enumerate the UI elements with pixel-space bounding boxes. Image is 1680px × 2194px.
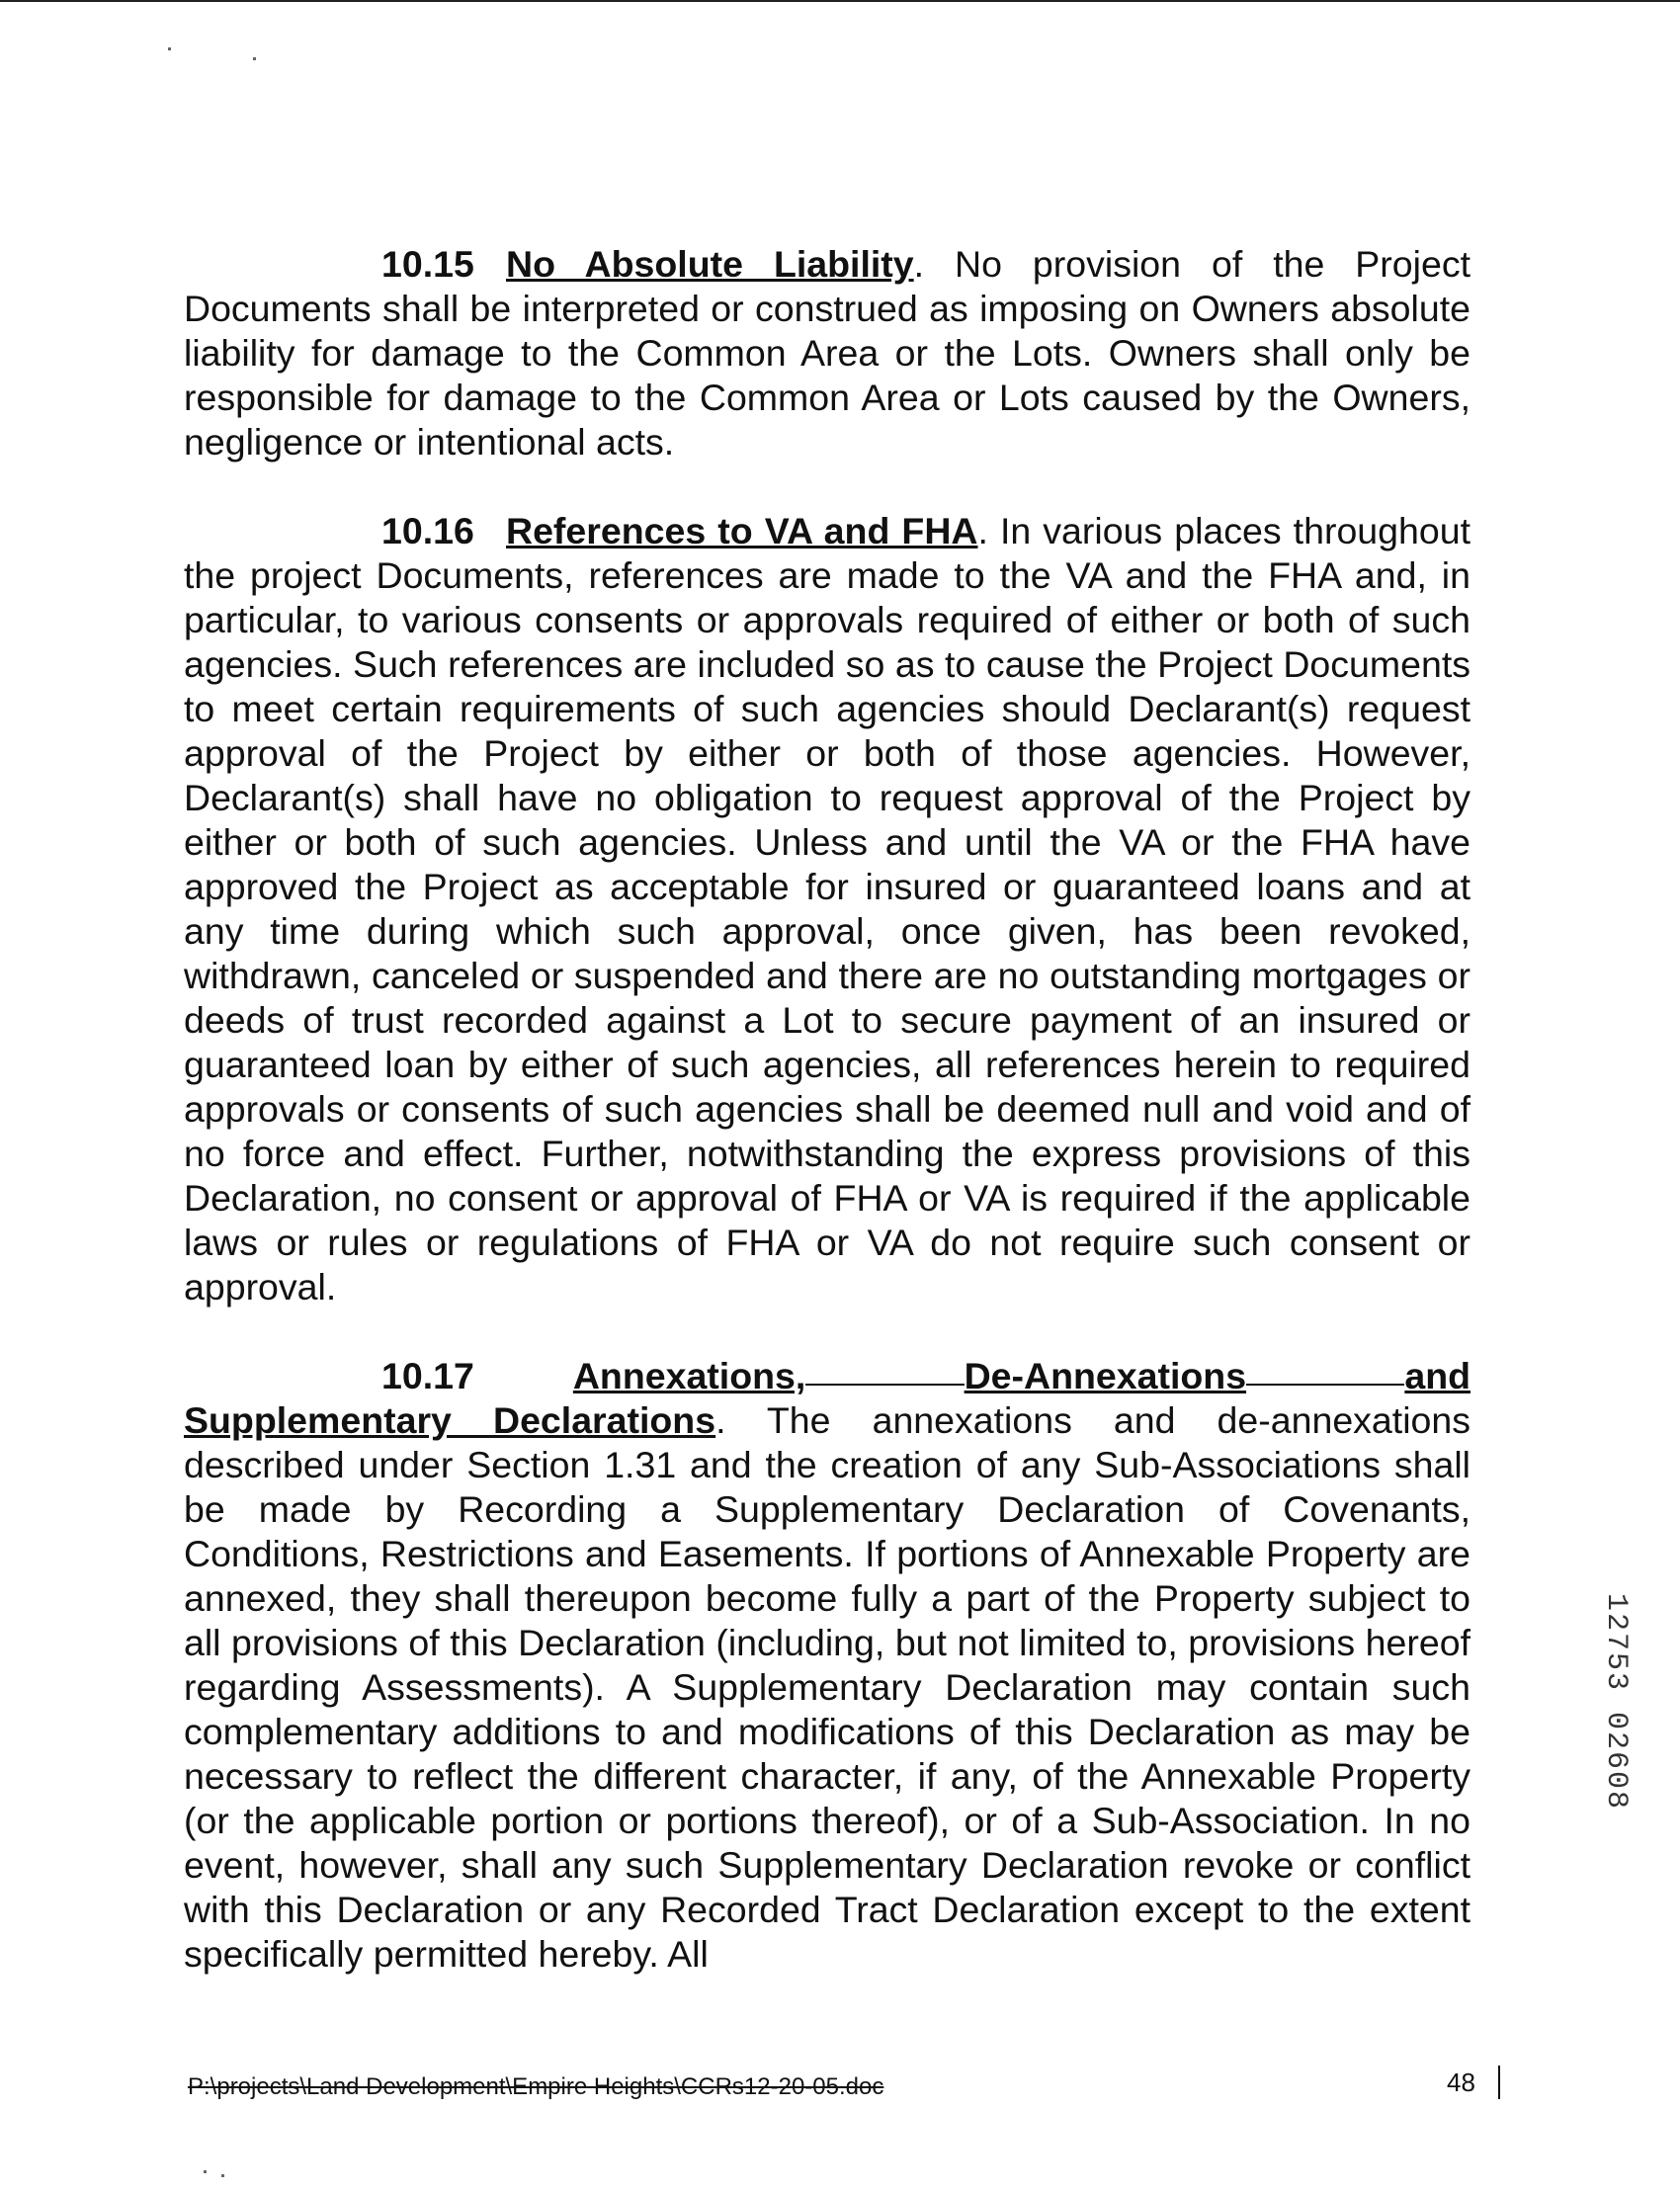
page-number-bar <box>1498 2066 1500 2099</box>
scan-speck <box>204 2170 207 2173</box>
scan-speck <box>221 2174 224 2177</box>
section-title-part: and <box>1404 1355 1471 1396</box>
section-10-16 <box>184 509 1470 1309</box>
section-title-part: De-Annexations <box>964 1355 1247 1396</box>
section-10-17 <box>184 1354 1470 1977</box>
page-number: 48 <box>1447 2067 1475 2097</box>
title-underline-filler <box>805 1354 964 1386</box>
recording-stamp: 12753 02608 <box>1599 1593 1633 1812</box>
section-title-part: Annexations, <box>572 1355 806 1396</box>
section-10-15 <box>184 242 1470 464</box>
scan-top-edge <box>0 0 1680 2</box>
section-title: No Absolute Liability <box>506 243 914 285</box>
section-body: . The annexations and de-annexations described under Section 1.31 and the creation of any Sub-Associations shall be made by Recording a Supplementary Declaration of Covenants, Conditions, Restrictions and Easements. If portions of Annexable Property are annexed, they shall thereupon become fully a part of the Property subject to all provisions of this Declaration (including, but not limited to, provisions hereof regarding Assessments). A Supplementary Declaration may contain such complementary additions to and modifications of this Declaration as may be necessary to reflect the different character, if any, of the Annexable Property (or the applicable portion or portions thereof), or of a Sub-Association. In no event, however, shall any such Supplementary Declaration revoke or conflict with this Declaration or any Recorded Tract Declaration except to the extent specifically permitted hereby. All <box>184 1399 1470 1975</box>
scan-speck <box>168 47 171 50</box>
footer-file-path: P:\projects\Land Development\Empire Heights\CCRs12-20-05.doc <box>188 2073 884 2100</box>
title-underline-filler <box>1246 1354 1404 1386</box>
section-body: . No provision of the Project Documents shall be interpreted or construed as imposing on Owners absolute liability for damage to the Common Area or the Lots. Owners shall only be responsible for damage to the Common Area or Lots caused by the Owners, negligence or intentional acts. <box>184 243 1471 463</box>
scan-speck <box>253 57 256 60</box>
section-heading-line <box>184 1354 1470 1398</box>
section-number: 10.17 <box>381 1355 474 1396</box>
section-body: . In various places throughout the project Documents, references are made to the VA and the FHA and, in particular, to various consents or approvals required of either or both of such agencies. Such references are included so as to cause the Project Documents to meet certain requirements of such agencies should Declarant(s) request approval of the Project by either or both of those agencies. However, Declarant(s) shall have no obligation to request approval of the Project by either or both of such agencies. Unless and until the VA or the FHA have approved the Project as acceptable for insured or guaranteed loans and at any time during which such approval, once given, has been revoked, withdrawn, canceled or suspended and there are no outstanding mortgages or deeds of trust recorded against a Lot to secure payment of an insured or guaranteed loan by either of such agencies, all references herein to required approvals or consents of such agencies shall be deemed null and void and of no force and effect. Further, notwithstanding the express provisions of this Declaration, no consent or approval of FHA or VA is required if the applicable laws or rules or regulations of FHA or VA do not require such consent or approval. <box>184 510 1470 1308</box>
section-number: 10.15 <box>381 243 474 285</box>
section-body-paragraph <box>184 1398 1470 1977</box>
document-page <box>184 242 1470 2021</box>
section-title-part: Supplementary Declarations <box>184 1399 716 1441</box>
section-number: 10.16 <box>381 510 474 551</box>
section-title: References to VA and FHA <box>506 510 978 551</box>
